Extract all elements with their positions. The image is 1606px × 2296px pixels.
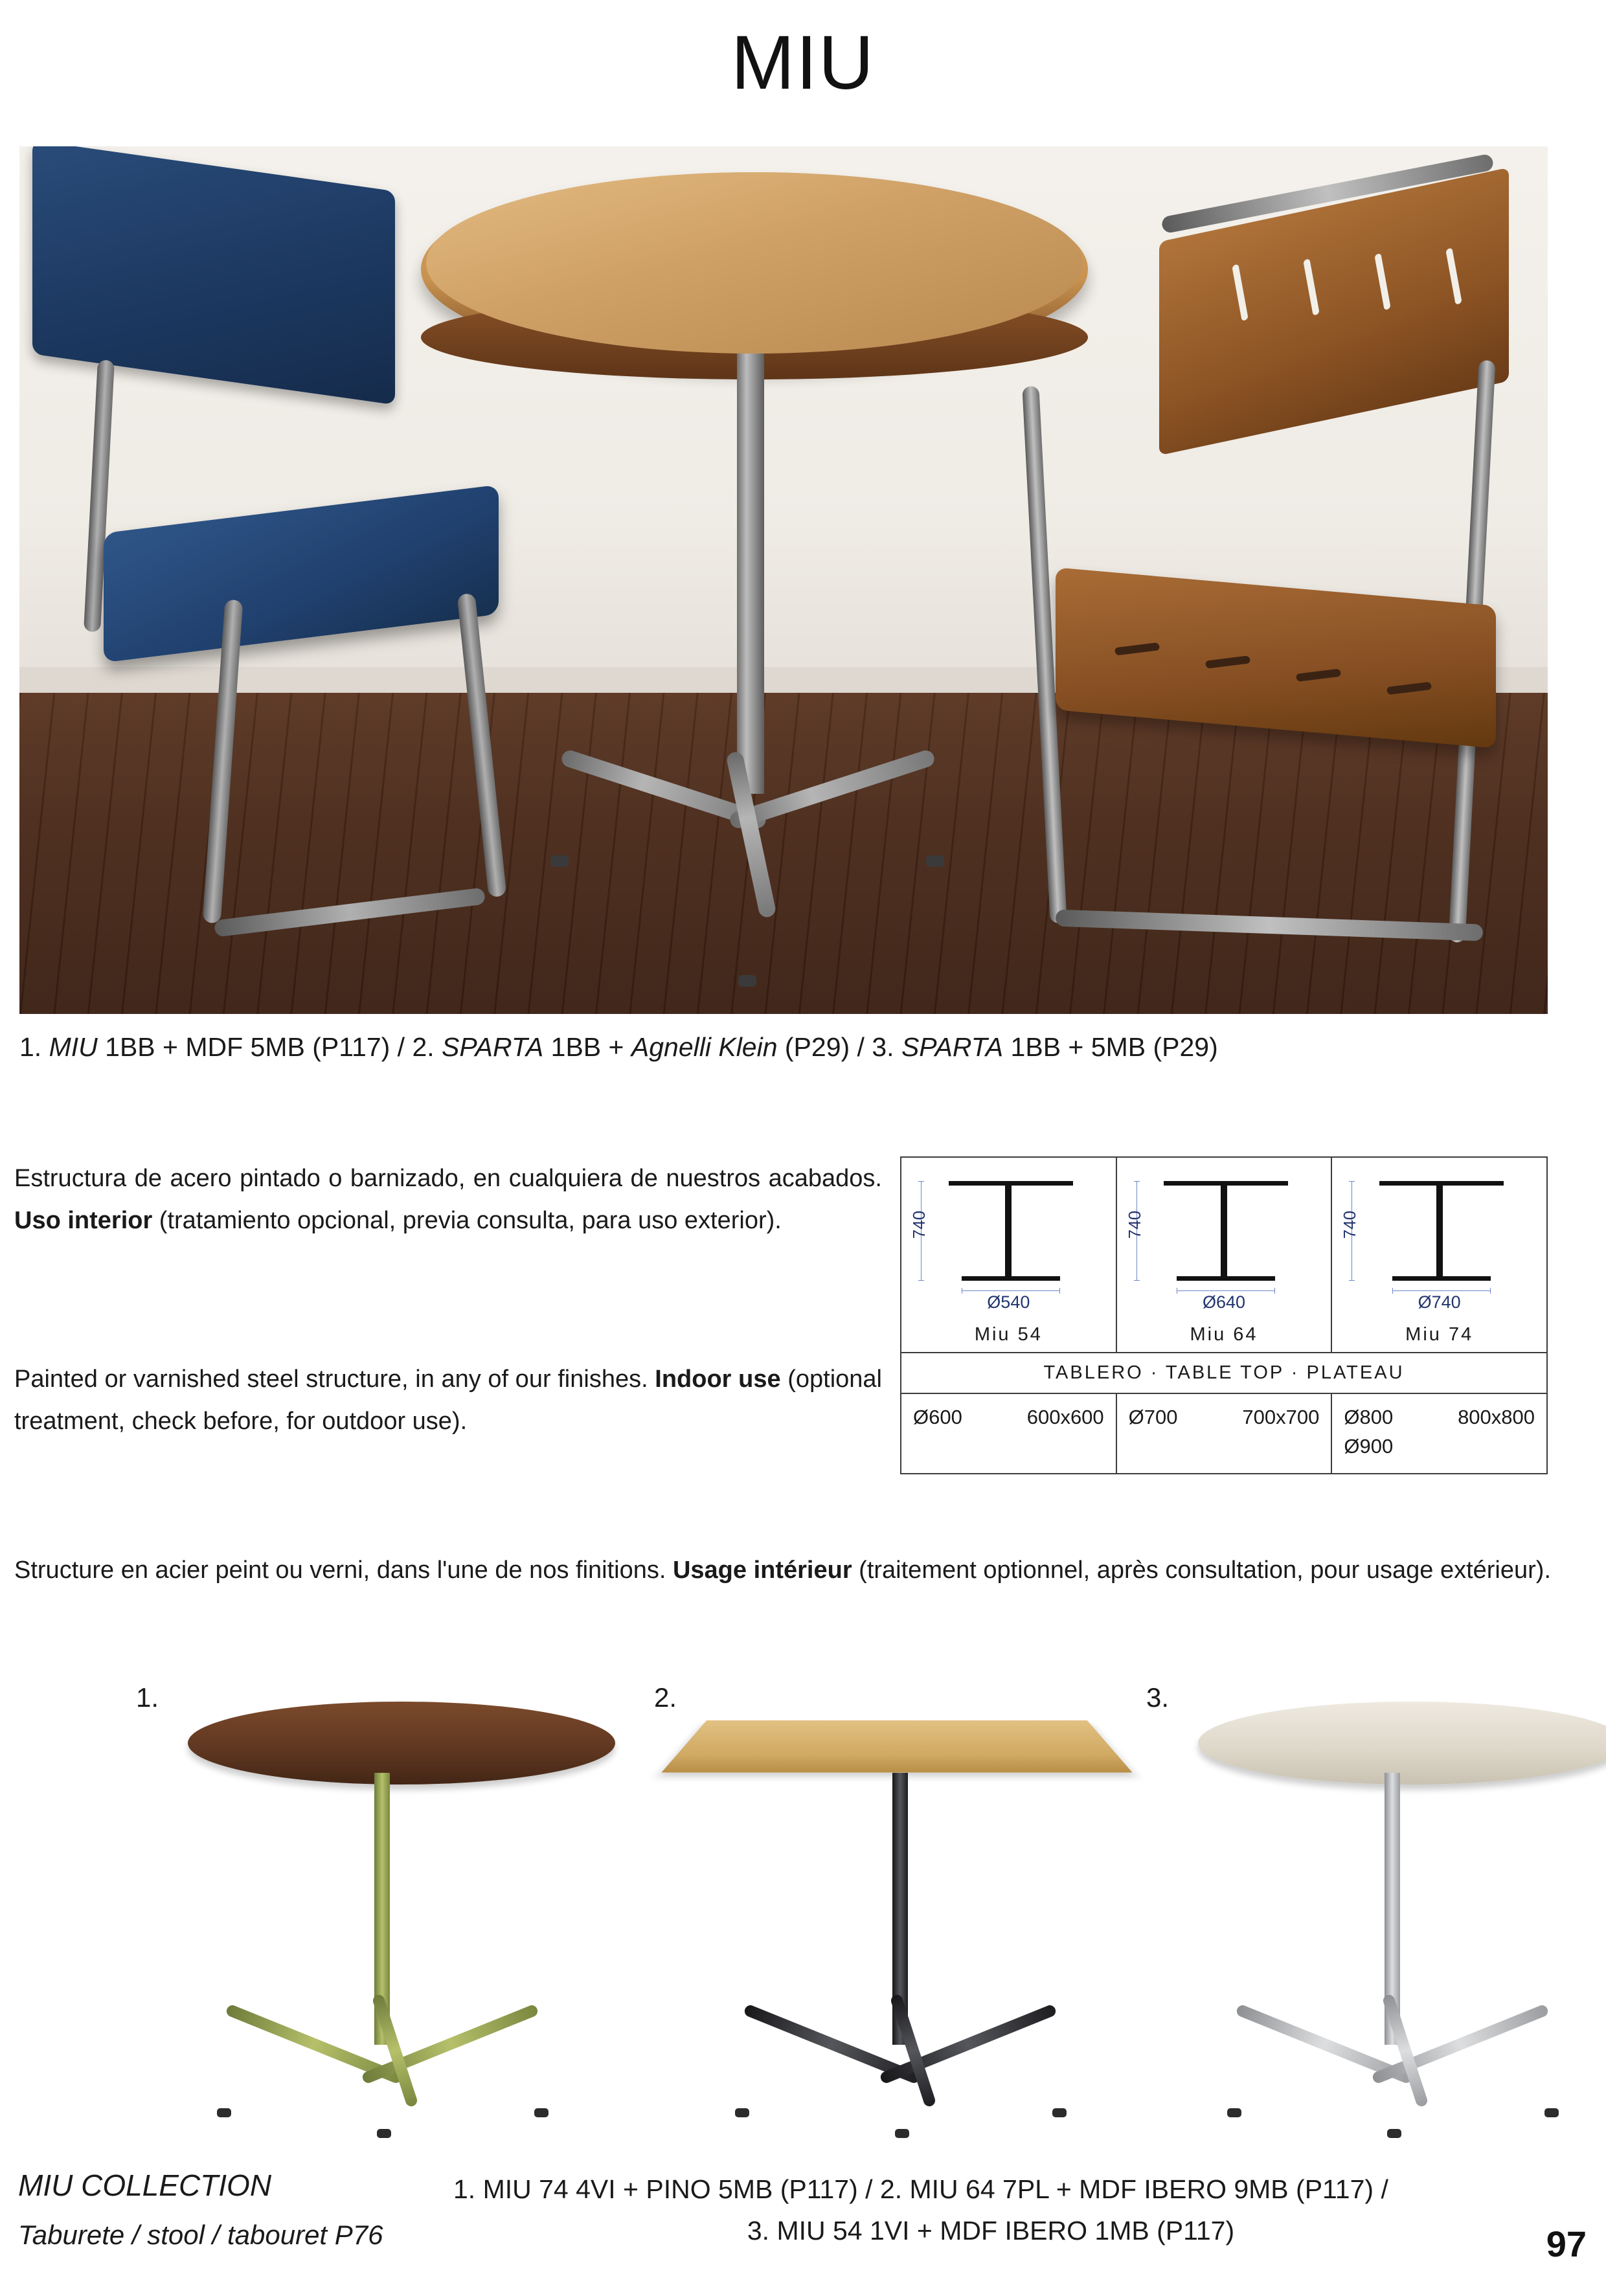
product-leg xyxy=(890,1994,937,2108)
product-number: 3. xyxy=(1146,1682,1170,1713)
size-line xyxy=(1344,1403,1535,1432)
table-top xyxy=(426,172,1083,354)
backrest-slot xyxy=(1232,264,1248,321)
description-en-bold: Indoor use xyxy=(655,1366,781,1393)
spec-sizes-miu74 xyxy=(1332,1394,1546,1473)
size-line xyxy=(1344,1432,1535,1461)
diagram-base-line xyxy=(962,1276,1060,1281)
dimension-diagram xyxy=(901,1158,1116,1312)
hero-caption-text: 1. MIU 1BB + MDF 5MB (P117) / 2. SPARTA 1BB + Agnelli Klein (P29) / 3. SPARTA 1BB + 5MB (P29) xyxy=(19,1032,1218,1062)
size-square: 600x600 xyxy=(1026,1406,1104,1428)
spec-table xyxy=(900,1156,1548,1474)
diagram-height-label: 740 xyxy=(909,1210,929,1239)
product-foot xyxy=(1387,2129,1401,2138)
product-foot xyxy=(735,2108,749,2117)
product-number: 2. xyxy=(654,1682,677,1713)
size-line xyxy=(1129,1403,1320,1432)
page-title: MIU xyxy=(730,20,876,106)
table-foot xyxy=(550,855,569,867)
product-foot xyxy=(534,2108,549,2117)
size-square: 800x800 xyxy=(1458,1406,1535,1428)
product-foot xyxy=(1544,2108,1559,2117)
description-fr-tail: (traitement optionnel, après consultation, pour usage extérieur). xyxy=(852,1557,1552,1584)
product-foot xyxy=(217,2108,231,2117)
spec-sizes-miu64 xyxy=(1117,1394,1333,1473)
diagram-base-label: Ø640 xyxy=(1202,1292,1246,1312)
product-foot xyxy=(377,2129,391,2138)
description-es-bold: Uso interior xyxy=(14,1207,153,1235)
product-foot xyxy=(1227,2108,1241,2117)
product-tabletop-square xyxy=(661,1720,1132,1772)
table-foot xyxy=(926,855,944,867)
collection-title: MIU COLLECTION xyxy=(18,2168,272,2202)
description-es-lead: Estructura de acero pintado o barnizado, en cualquiera de nuestros acabados. xyxy=(14,1165,882,1192)
spec-sizes-row xyxy=(901,1394,1546,1473)
product-leg xyxy=(1382,1994,1429,2108)
product-row-caption-line1: 1. MIU 74 4VI + PINO 5MB (P117) / 2. MIU 64 7PL + MDF IBERO 9MB (P117) / xyxy=(453,2174,1388,2204)
backrest-slot xyxy=(1303,258,1319,316)
product-row-caption xyxy=(453,2169,1528,2251)
product-leg xyxy=(372,1994,419,2108)
spec-column-miu54 xyxy=(901,1158,1117,1352)
product-row-caption-line2: 3. MIU 54 1VI + MDF IBERO 1MB (P117) xyxy=(747,2215,1235,2245)
diagram-tabletop-line xyxy=(1379,1181,1504,1186)
product-foot xyxy=(895,2129,909,2138)
product-2 xyxy=(654,1682,1140,2135)
product-3 xyxy=(1146,1682,1606,2135)
description-es-tail: (tratamiento opcional, previa consulta, para uso exterior). xyxy=(152,1207,782,1235)
backrest-slot xyxy=(1374,253,1390,310)
diagram-height-label: 740 xyxy=(1340,1210,1360,1239)
diagram-height-label: 740 xyxy=(1124,1210,1144,1239)
diagram-base-line xyxy=(1392,1276,1491,1281)
size-square: 700x700 xyxy=(1242,1406,1320,1428)
description-fr xyxy=(14,1549,1562,1592)
spec-model-name: Miu 64 xyxy=(1190,1324,1258,1345)
description-fr-lead: Structure en acier peint ou verni, dans l'une de nos finitions. xyxy=(14,1557,673,1584)
diagram-base-line xyxy=(1177,1276,1275,1281)
photo-floor xyxy=(19,693,1548,1014)
spec-column-miu74 xyxy=(1332,1158,1546,1352)
page-number: 97 xyxy=(1546,2223,1587,2264)
spec-model-name: Miu 54 xyxy=(974,1324,1043,1345)
catalog-page xyxy=(0,20,1606,2296)
spec-model-name: Miu 74 xyxy=(1405,1324,1474,1345)
hero-caption xyxy=(19,1030,1561,1065)
seat-slot xyxy=(1114,642,1160,656)
size-round: Ø600 xyxy=(913,1406,962,1428)
description-fr-bold: Usage intérieur xyxy=(672,1557,852,1584)
table-foot xyxy=(738,975,756,987)
size-round: Ø800 xyxy=(1344,1406,1394,1428)
diagram-base-label: Ø540 xyxy=(987,1292,1030,1312)
seat-slot xyxy=(1386,682,1432,695)
seat-slot xyxy=(1205,655,1251,669)
dimension-diagram xyxy=(1117,1158,1331,1312)
diagram-tabletop-line xyxy=(949,1181,1073,1186)
product-number: 1. xyxy=(136,1682,159,1713)
diagram-base-arrow xyxy=(1177,1290,1275,1291)
diagram-column-line xyxy=(1221,1186,1227,1276)
diagram-base-arrow xyxy=(1392,1290,1491,1291)
diagram-column-line xyxy=(1436,1186,1443,1276)
size-line xyxy=(913,1403,1104,1432)
table-column xyxy=(737,341,764,794)
spec-sizes-miu54 xyxy=(901,1394,1117,1473)
product-1 xyxy=(136,1682,622,2135)
size-round: Ø900 xyxy=(1344,1434,1394,1458)
description-en-lead: Painted or varnished steel structure, in any of our finishes. xyxy=(14,1366,655,1393)
spec-diagram-row xyxy=(901,1158,1546,1352)
seat-slot xyxy=(1296,669,1342,682)
diagram-tabletop-line xyxy=(1164,1181,1288,1186)
description-en-tail: (optional treatment, check before, for outdoor use). xyxy=(14,1366,882,1435)
product-tabletop-round xyxy=(188,1702,615,1784)
size-round: Ø700 xyxy=(1128,1406,1178,1428)
product-row xyxy=(0,1682,1606,2148)
description-en xyxy=(14,1358,882,1443)
diagram-base-arrow xyxy=(962,1290,1060,1291)
description-es xyxy=(14,1158,882,1243)
product-tabletop-round xyxy=(1198,1702,1606,1784)
product-foot xyxy=(1052,2108,1067,2117)
spec-table-header: TABLERO · TABLE TOP · PLATEAU xyxy=(901,1352,1546,1394)
diagram-column-line xyxy=(1005,1186,1012,1276)
diagram-base-label: Ø740 xyxy=(1418,1292,1461,1312)
backrest-slot xyxy=(1445,247,1462,305)
collection-subtitle: Taburete / stool / tabouret P76 xyxy=(18,2220,383,2250)
hero-photo xyxy=(19,146,1548,1014)
spec-column-miu64 xyxy=(1117,1158,1333,1352)
dimension-diagram xyxy=(1332,1158,1546,1312)
